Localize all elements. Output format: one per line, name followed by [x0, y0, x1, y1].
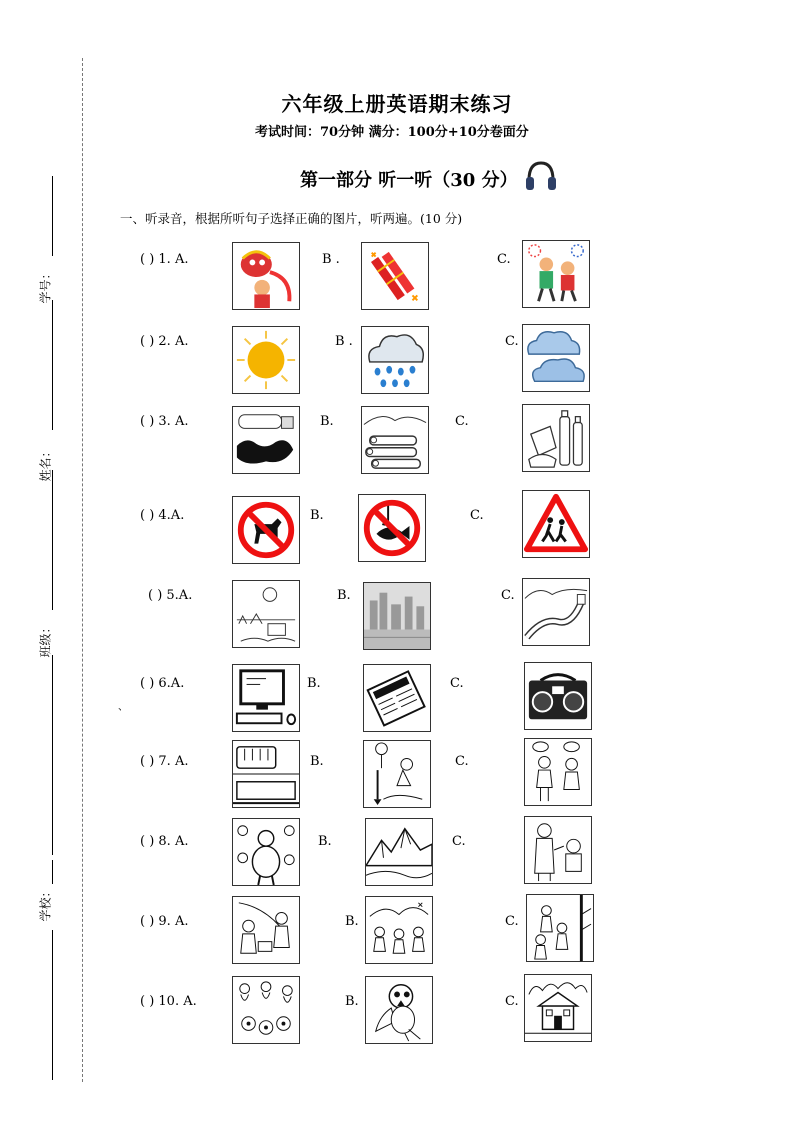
question-row-1 — [0, 242, 794, 314]
question-number-7: ( ) 7. A. — [140, 754, 189, 769]
no-dogs-sign-picture[interactable] — [232, 496, 300, 564]
question-row-7 — [0, 740, 794, 812]
question-row-2 — [0, 326, 794, 398]
question-number-5: ( ) 5.A. — [148, 588, 193, 603]
question-number-2: ( ) 2. A. — [140, 334, 189, 349]
option-b-label-7: B. — [310, 754, 324, 769]
school-label: 学校： — [38, 885, 53, 922]
fishing-people-picture[interactable] — [232, 896, 300, 964]
option-b-label-1: B . — [322, 252, 340, 267]
computer-picture[interactable] — [232, 664, 300, 732]
question-number-9: ( ) 9. A. — [140, 914, 189, 929]
radio-picture[interactable] — [524, 662, 592, 730]
question-number-1: ( ) 1. A. — [140, 252, 189, 267]
class-label: 班级： — [38, 621, 53, 658]
question-number-10: ( ) 10. A. — [140, 994, 197, 1009]
option-b-label-8: B. — [318, 834, 332, 849]
lion-dance-picture[interactable] — [232, 242, 300, 310]
newspaper-picture[interactable] — [363, 664, 431, 732]
part-heading — [300, 160, 558, 197]
kids-playing-picture[interactable] — [365, 896, 433, 964]
house-trees-picture[interactable] — [524, 974, 592, 1042]
cut-logs-picture[interactable] — [361, 406, 429, 474]
children-crossing-sign-picture[interactable] — [522, 490, 590, 558]
question-row-9 — [0, 885, 794, 968]
children-fireworks-picture[interactable] — [522, 240, 590, 308]
great-wall-picture[interactable] — [522, 578, 590, 646]
page-title: 六年级上册英语期末练习 — [281, 92, 513, 116]
question-number-6: ( ) 6.A. — [140, 676, 185, 691]
option-c-label-8: C. — [452, 834, 466, 849]
question-row-3 — [0, 406, 794, 478]
stray-mark: 、 — [118, 702, 128, 713]
option-c-label-10: C. — [505, 994, 519, 1009]
option-b-label-10: B. — [345, 994, 359, 1009]
mountains-picture[interactable] — [365, 818, 433, 886]
exam-info: 考试时间：70分钟 满分：100分+10分卷面分 — [255, 125, 529, 140]
oil-spill-picture[interactable] — [232, 406, 300, 474]
option-c-label-2: C. — [505, 334, 519, 349]
option-b-label-4: B. — [310, 508, 324, 523]
crowd-man-picture[interactable] — [232, 818, 300, 886]
birds-flowers-picture[interactable] — [232, 976, 300, 1044]
no-fishing-sign-picture[interactable] — [358, 494, 426, 562]
plastic-bottles-picture[interactable] — [522, 404, 590, 472]
planting-tree-picture[interactable] — [363, 740, 431, 808]
firecrackers-picture[interactable] — [361, 242, 429, 310]
question-number-8: ( ) 8. A. — [140, 834, 189, 849]
option-b-label-6: B. — [307, 676, 321, 691]
seaside-village-picture[interactable] — [232, 580, 300, 648]
question-row-10 — [0, 976, 794, 1048]
kids-tree-picture[interactable] — [526, 894, 594, 962]
question-row-4 — [0, 496, 794, 568]
cloudy-picture[interactable] — [522, 324, 590, 392]
city-skyline-picture[interactable] — [363, 582, 431, 650]
headphones-icon — [524, 160, 558, 197]
question-row-5 — [0, 580, 794, 652]
question-number-3: ( ) 3. A. — [140, 414, 189, 429]
name-label: 姓名： — [38, 445, 53, 482]
option-c-label-6: C. — [450, 676, 464, 691]
option-b-label-9: B. — [345, 914, 359, 929]
option-c-label-9: C. — [505, 914, 519, 929]
sun-picture[interactable] — [232, 326, 300, 394]
question-number-4: ( ) 4.A. — [140, 508, 185, 523]
option-b-label-5: B. — [337, 588, 351, 603]
option-b-label-3: B. — [320, 414, 334, 429]
option-c-label-7: C. — [455, 754, 469, 769]
bus-train-picture[interactable] — [232, 740, 300, 808]
people-talking-picture[interactable] — [524, 738, 592, 806]
option-c-label-4: C. — [470, 508, 484, 523]
student-id-label: 学号： — [38, 267, 53, 304]
question-row-8 — [0, 818, 794, 890]
part-heading-text: 第一部分 听一听（30 分） — [300, 169, 518, 191]
bird-picture[interactable] — [365, 976, 433, 1044]
option-b-label-2: B . — [335, 334, 353, 349]
option-c-label-5: C. — [501, 588, 515, 603]
section-heading: 一、听录音，根据所听句子选择正确的图片，听两遍。(10 分) — [120, 211, 463, 226]
option-c-label-1: C. — [497, 252, 511, 267]
question-row-6 — [0, 664, 794, 736]
children-talking-picture[interactable] — [524, 816, 592, 884]
option-c-label-3: C. — [455, 414, 469, 429]
rain-cloud-picture[interactable] — [361, 326, 429, 394]
